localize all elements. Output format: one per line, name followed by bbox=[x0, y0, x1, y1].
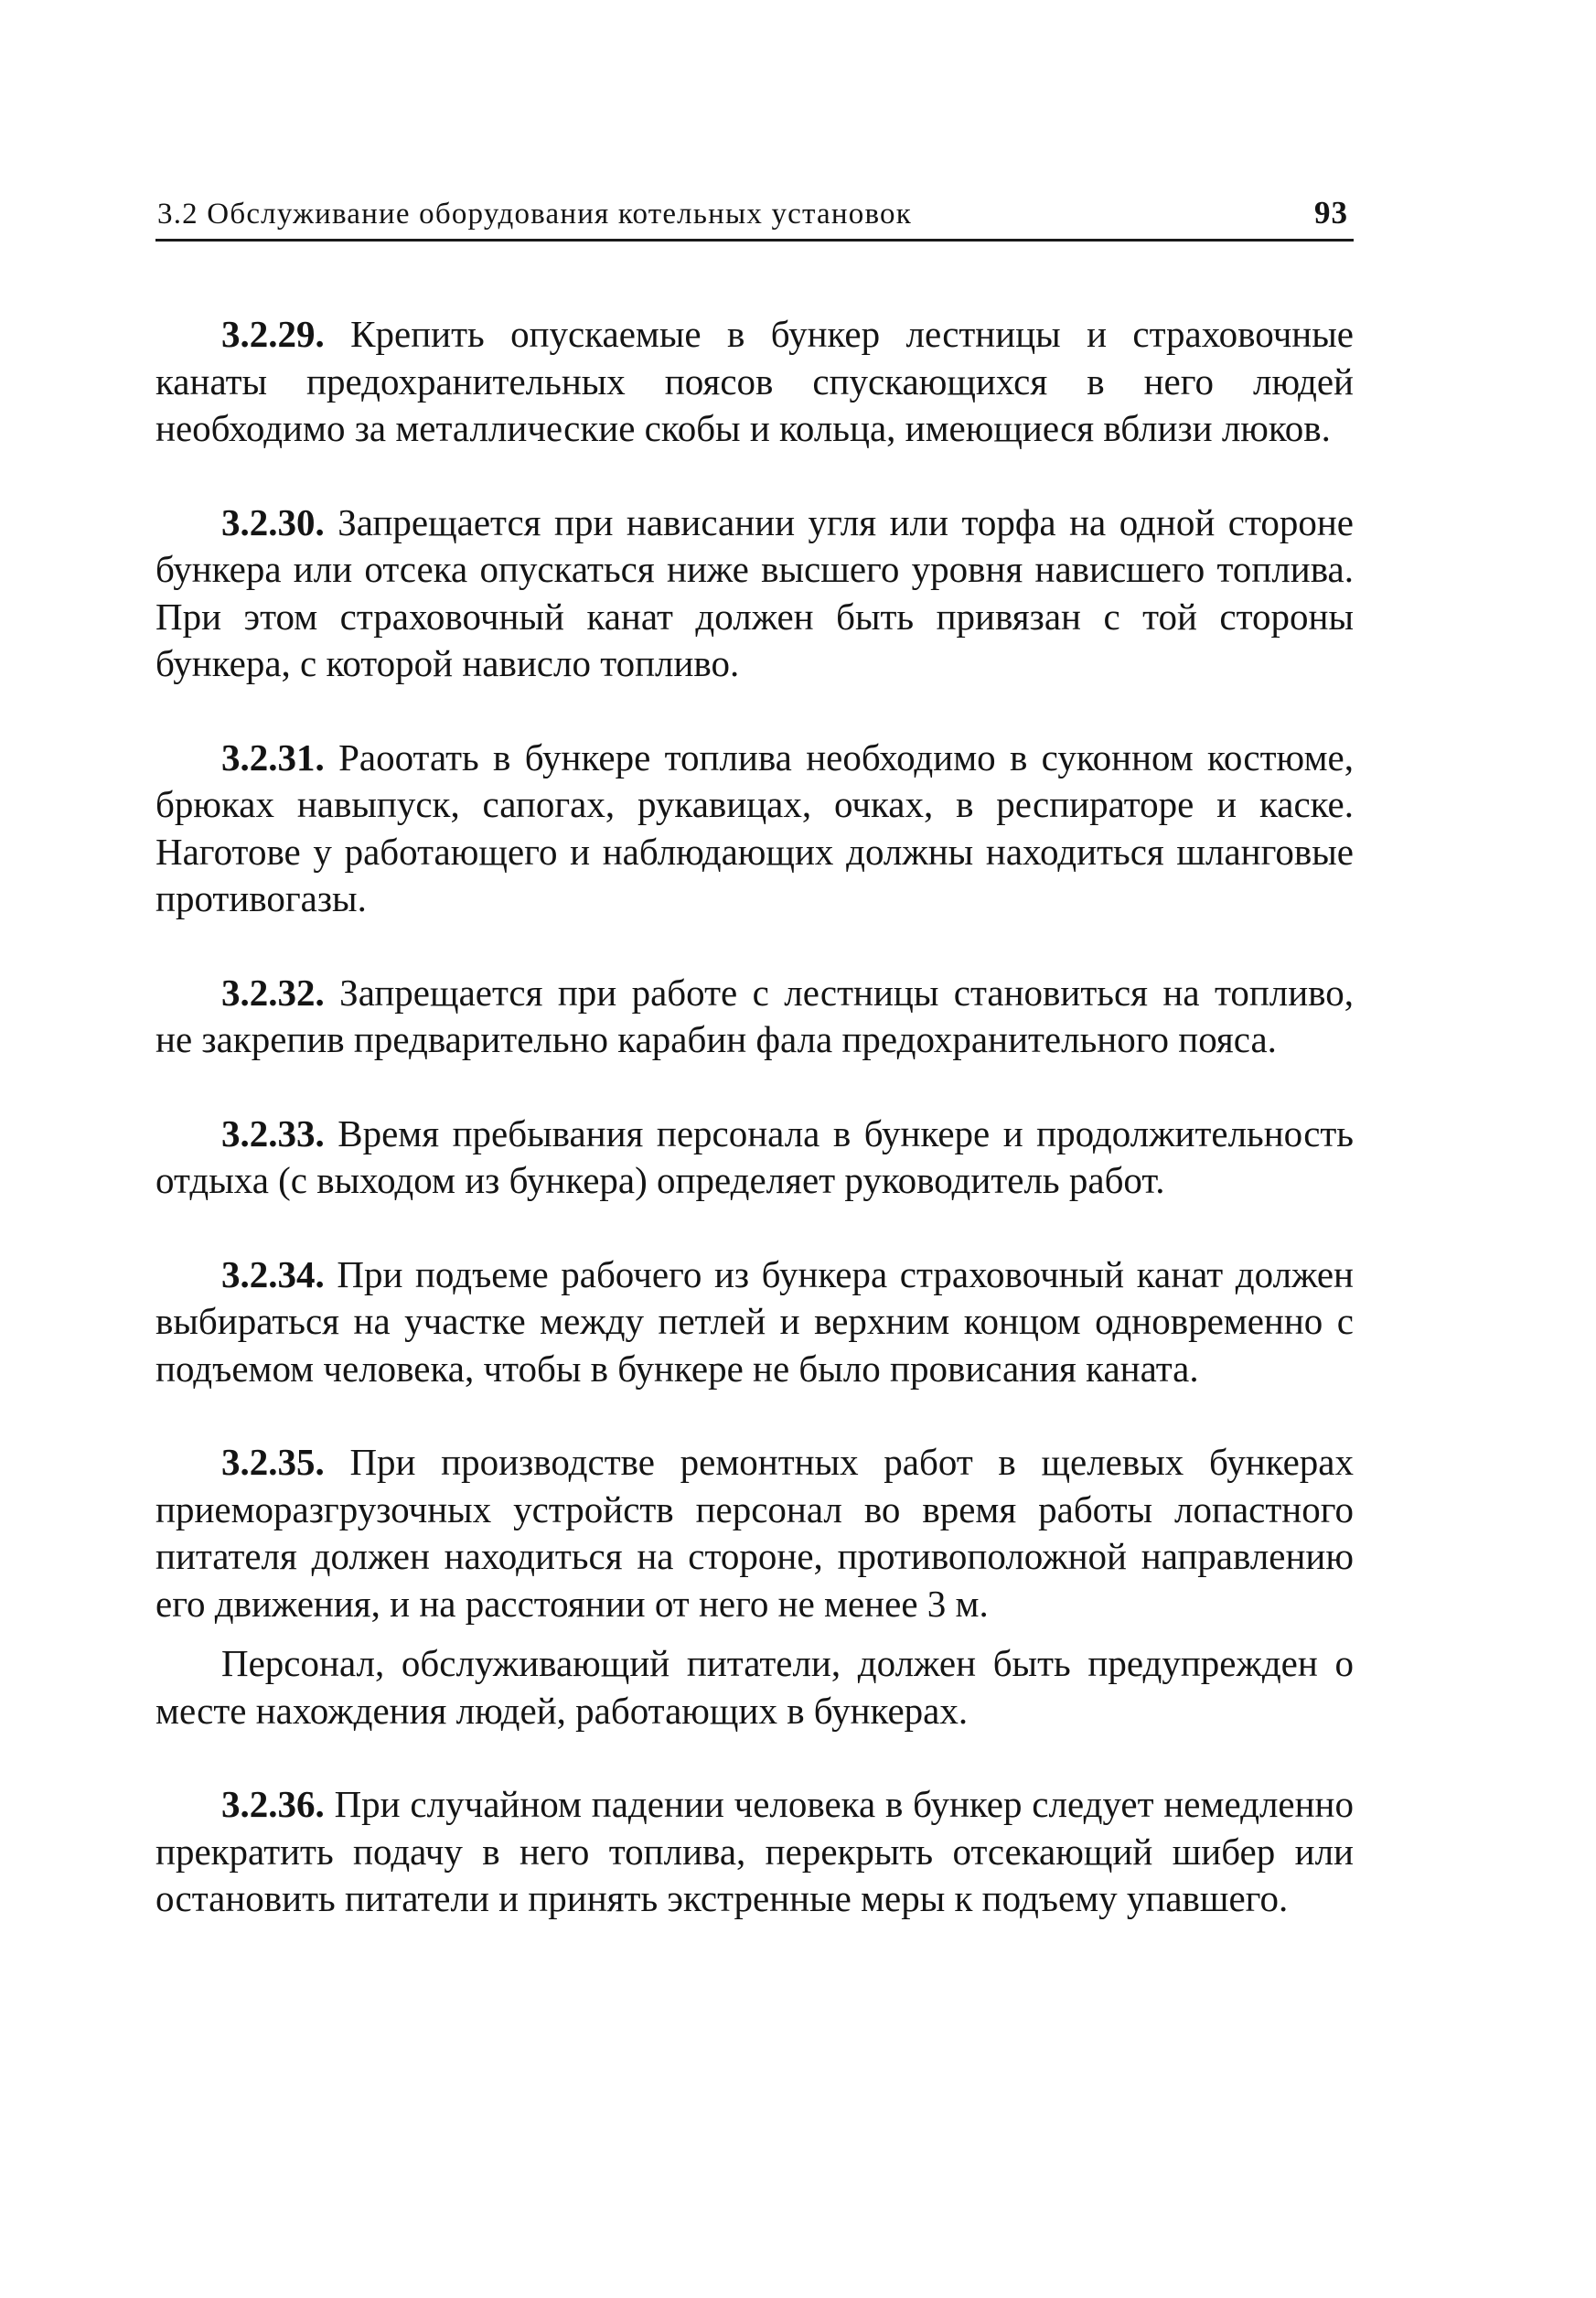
clause-3-2-32 bbox=[155, 970, 1354, 1064]
clause-number: 3.2.34. bbox=[221, 1252, 325, 1295]
clause-text: При случайном падении человека в бункер следует немедленно прекратить подачу в него топлива, перекрыть отсекающий шибер или остановить питатели и принять экстренные меры к подъему упавшего. bbox=[155, 1783, 1354, 1919]
paragraph bbox=[155, 1781, 1354, 1923]
body-text bbox=[155, 311, 1354, 1923]
document-page bbox=[155, 0, 1354, 2298]
continuation-paragraph: Персонал, обслуживающий питатели, должен быть предупрежден о месте нахождения людей, работающих в бункерах. bbox=[155, 1642, 1354, 1732]
paragraph bbox=[155, 735, 1354, 923]
clause-3-2-33 bbox=[155, 1111, 1354, 1205]
clause-number: 3.2.30. bbox=[221, 500, 325, 543]
clause-3-2-36 bbox=[155, 1781, 1354, 1923]
clause-number: 3.2.35. bbox=[221, 1441, 325, 1483]
clause-number: 3.2.29. bbox=[221, 313, 325, 355]
clause-text: При производстве ремонтных работ в щелевых бункерах приеморазгрузочных устройств персонал во время работы лопастного питателя должен находиться на стороне, противоположной направлению его движения, и на расстоянии от него не менее 3 м. bbox=[155, 1441, 1355, 1625]
clause-3-2-30 bbox=[155, 499, 1354, 688]
running-header bbox=[155, 194, 1354, 242]
paragraph bbox=[155, 499, 1354, 688]
clause-text: Крепить опускаемые в бункер лестницы и страховочные канаты предохранительных поясов спускающихся в него людей необходимо за металлические скобы и кольца, имеющиеся вблизи люков. bbox=[155, 313, 1354, 449]
clause-text: Запрещается при работе с лестницы становиться на топливо, не закрепив предварительно карабин фала предохранительного пояса. bbox=[155, 971, 1355, 1060]
paragraph bbox=[155, 1439, 1354, 1627]
paragraph bbox=[155, 1251, 1354, 1393]
clause-3-2-29 bbox=[155, 311, 1354, 453]
paragraph bbox=[155, 970, 1354, 1064]
clause-text: Раоотать в бункере топлива необходимо в суконном костюме, брюках навыпуск, сапогах, рукавицах, очках, в респираторе и каске. Наготове у работающего и наблюдающих должны находиться шланговые противогазы. bbox=[155, 736, 1355, 919]
clause-text: Время пребывания персонала в бункере и продолжительность отдыха (с выходом из бункера) определяет руководитель работ. bbox=[155, 1111, 1355, 1201]
clause-3-2-35 bbox=[155, 1439, 1354, 1734]
clause-number: 3.2.36. bbox=[221, 1783, 325, 1825]
paragraph bbox=[155, 311, 1354, 453]
clause-number: 3.2.33. bbox=[221, 1111, 325, 1154]
clause-3-2-34 bbox=[155, 1251, 1354, 1393]
clause-number: 3.2.32. bbox=[221, 971, 325, 1014]
clause-number: 3.2.31. bbox=[221, 736, 325, 779]
paragraph bbox=[155, 1111, 1354, 1205]
section-title: 3.2 Обслуживание оборудования котельных установок bbox=[157, 198, 912, 231]
clause-text: Запрещается при нависании угля или торфа на одной стороне бункера или отсека опускаться ниже высшего уровня нависшего топлива. При этом страховочный канат должен быть привязан с той стороны бункера, с которой нависло топливо. bbox=[155, 500, 1354, 684]
clause-text: При подъеме рабочего из бункера страховочный канат должен выбираться на участке между петлей и верхним концом одновременно с подъемом человека, чтобы в бункере не было провисания каната. bbox=[155, 1252, 1354, 1390]
clause-3-2-31 bbox=[155, 735, 1354, 923]
page-number: 93 bbox=[1314, 195, 1348, 231]
